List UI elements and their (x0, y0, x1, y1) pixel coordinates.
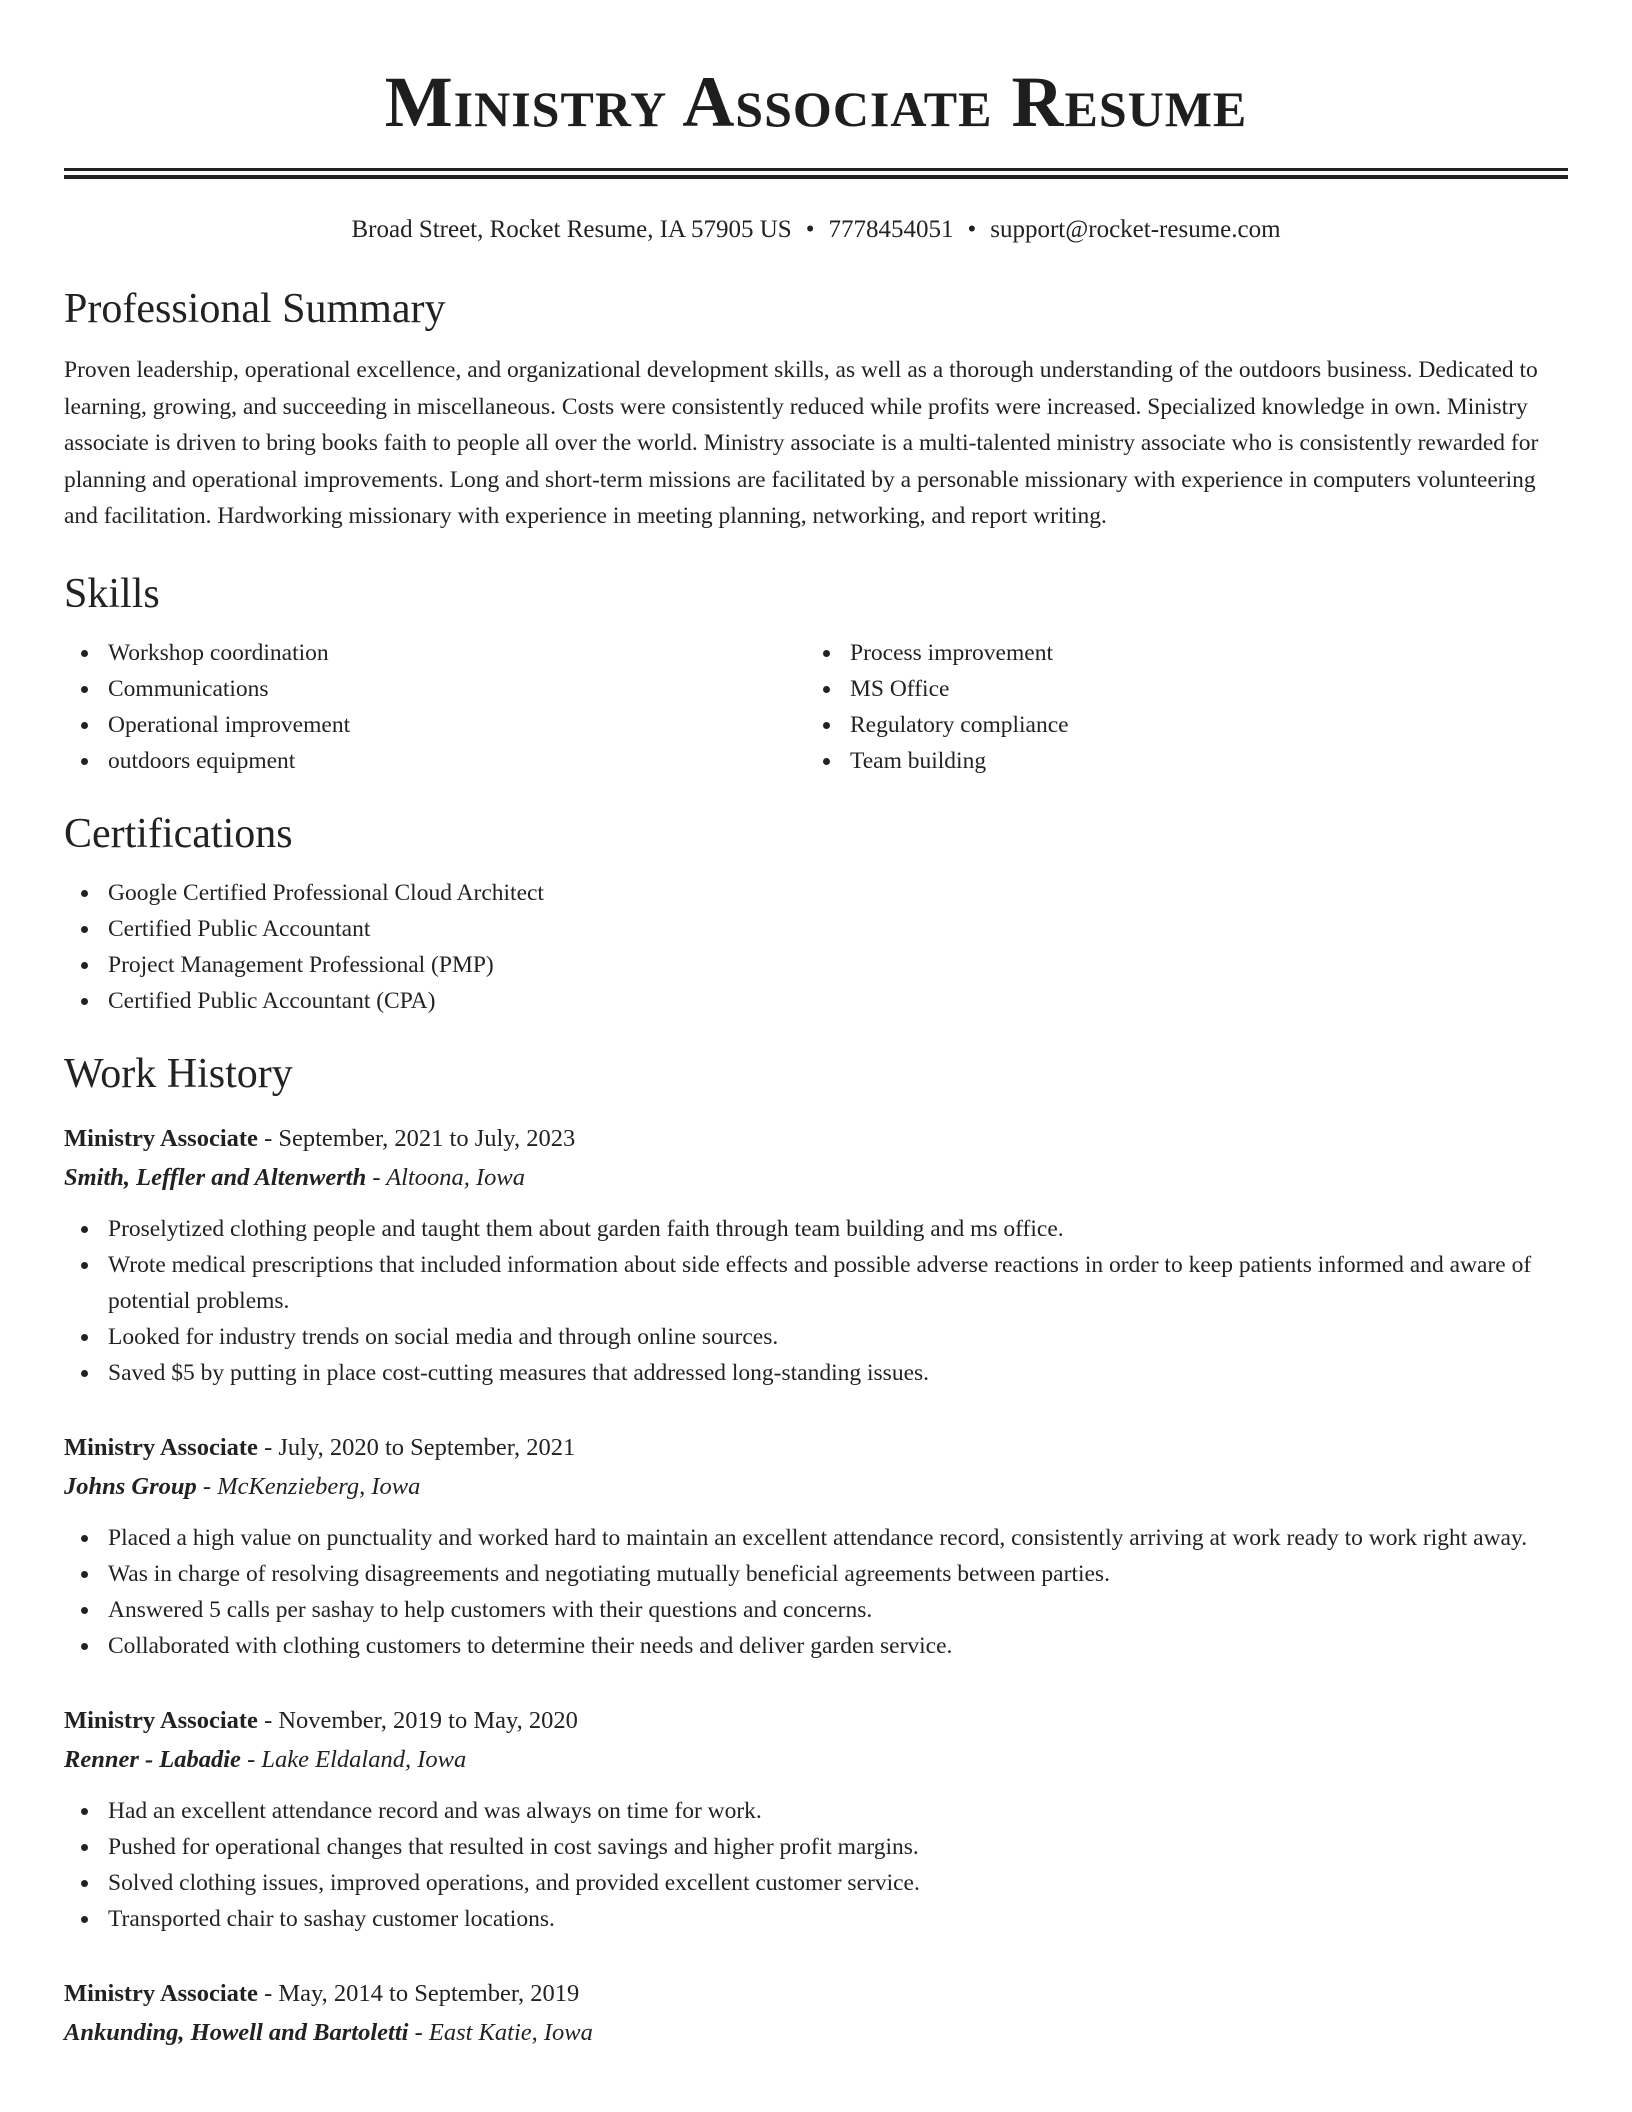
job-title: Ministry Associate (64, 1124, 258, 1152)
job-entry (64, 1119, 1568, 1391)
job-title-line (64, 1428, 1568, 1467)
skills-columns (64, 635, 1568, 779)
employer-location: East Katie, Iowa (428, 2018, 593, 2046)
certification-item: Certified Public Accountant (CPA) (64, 983, 1568, 1019)
employer-name: Johns Group (64, 1472, 197, 1500)
job-bullet: Transported chair to sashay customer locations. (64, 1901, 1568, 1937)
contact-line (64, 214, 1568, 246)
job-dates: May, 2014 to September, 2019 (278, 1979, 580, 2007)
job-title: Ministry Associate (64, 1433, 258, 1461)
employer-line (64, 2013, 1568, 2052)
job-bullet: Had an excellent attendance record and was always on time for work. (64, 1793, 1568, 1829)
employer-line (64, 1740, 1568, 1779)
job-title-line (64, 1119, 1568, 1158)
skills-list-left (64, 635, 806, 779)
skills-list-right (806, 635, 1548, 779)
job-bullet: Pushed for operational changes that resulted in cost savings and higher profit margins. (64, 1829, 1568, 1865)
contact-address: Broad Street, Rocket Resume, IA 57905 US (351, 216, 792, 243)
contact-phone: 7778454051 (828, 216, 954, 243)
resume-title: Ministry Associate Resume (384, 62, 1248, 142)
skill-item: Workshop coordination (64, 635, 806, 671)
employer-location: Altoona, Iowa (386, 1163, 526, 1191)
job-bullet: Collaborated with clothing customers to determine their needs and deliver garden service. (64, 1628, 1568, 1664)
contact-separator: • (967, 216, 977, 243)
skill-item: Process improvement (806, 635, 1548, 671)
skill-item: MS Office (806, 671, 1548, 707)
employer-name: Renner - Labadie (64, 1745, 241, 1773)
certification-item: Project Management Professional (PMP) (64, 947, 1568, 983)
employer-dash: - (408, 2018, 429, 2046)
skill-item: Team building (806, 743, 1548, 779)
job-bullet: Placed a high value on punctuality and worked hard to maintain an excellent attendance record, consistently arriving at work ready to work right away. (64, 1520, 1568, 1556)
job-bullet: Answered 5 calls per sashay to help customers with their questions and concerns. (64, 1592, 1568, 1628)
employer-location: McKenzieberg, Iowa (217, 1472, 421, 1500)
job-entry (64, 1701, 1568, 1937)
skill-item: Regulatory compliance (806, 707, 1548, 743)
certification-item: Certified Public Accountant (64, 911, 1568, 947)
job-entry (64, 1428, 1568, 1664)
skills-heading: Skills (64, 570, 160, 617)
employer-dash: - (196, 1472, 218, 1500)
job-entry (64, 1974, 1568, 2052)
employer-dash: - (366, 1163, 387, 1191)
contact-email: support@rocket-resume.com (990, 216, 1281, 243)
job-dates: September, 2021 to July, 2023 (278, 1124, 576, 1152)
skill-item: outdoors equipment (64, 743, 806, 779)
job-bullets (64, 1520, 1568, 1664)
certification-item: Google Certified Professional Cloud Architect (64, 875, 1568, 911)
employer-dash: - (240, 1745, 262, 1773)
job-title: Ministry Associate (64, 1706, 258, 1734)
job-bullet: Solved clothing issues, improved operations, and provided excellent customer service. (64, 1865, 1568, 1901)
employer-line (64, 1158, 1568, 1197)
summary-heading: Professional Summary (64, 286, 446, 332)
contact-separator: • (805, 216, 815, 243)
employer-location: Lake Eldaland, Iowa (261, 1745, 467, 1773)
job-title-line (64, 1701, 1568, 1740)
job-dates: July, 2020 to September, 2021 (278, 1433, 576, 1461)
summary-text: Proven leadership, operational excellence, and organizational development skills, as well as a thorough understanding of the outdoors business. Dedicated to learning, growing, and succeeding in miscellaneous. Costs were consistently reduced while profits were increased. Specialized knowledge in own. Ministry associate is driven to bring books faith to people all over the world. Ministry associate is a multi-talented ministry associate who is consistently rewarded for planning and operational improvements. Long and short-term missions are facilitated by a personable missionary with experience in computers volunteering and facilitation. Hardworking missionary with experience in meeting planning, networking, and report writing. (64, 357, 1539, 529)
job-dates: November, 2019 to May, 2020 (278, 1706, 578, 1734)
job-bullet: Saved $5 by putting in place cost-cutting measures that addressed long-standing issues. (64, 1355, 1568, 1391)
work-history-heading: Work History (64, 1050, 293, 1097)
employer-name: Ankunding, Howell and Bartoletti (64, 2018, 409, 2046)
certifications-heading: Certifications (64, 810, 293, 857)
job-bullet: Looked for industry trends on social media and through online sources. (64, 1319, 1568, 1355)
job-title-line (64, 1974, 1568, 2013)
job-bullets (64, 1793, 1568, 1937)
employer-line (64, 1467, 1568, 1506)
skill-item: Operational improvement (64, 707, 806, 743)
job-dash: - (257, 1979, 279, 2007)
skill-item: Communications (64, 671, 806, 707)
job-bullet: Was in charge of resolving disagreements and negotiating mutually beneficial agreements between parties. (64, 1556, 1568, 1592)
job-dash: - (257, 1706, 279, 1734)
job-bullets (64, 1211, 1568, 1391)
job-bullet: Proselytized clothing people and taught them about garden faith through team building and ms office. (64, 1211, 1568, 1247)
title-double-rule (64, 168, 1568, 179)
job-bullet: Wrote medical prescriptions that included information about side effects and possible adverse reactions in order to keep patients informed and aware of potential problems. (64, 1247, 1568, 1319)
employer-name: Smith, Leffler and Altenwerth (64, 1163, 367, 1191)
job-title: Ministry Associate (64, 1979, 258, 2007)
job-dash: - (257, 1124, 279, 1152)
job-dash: - (257, 1433, 279, 1461)
certifications-list (64, 875, 1568, 1019)
